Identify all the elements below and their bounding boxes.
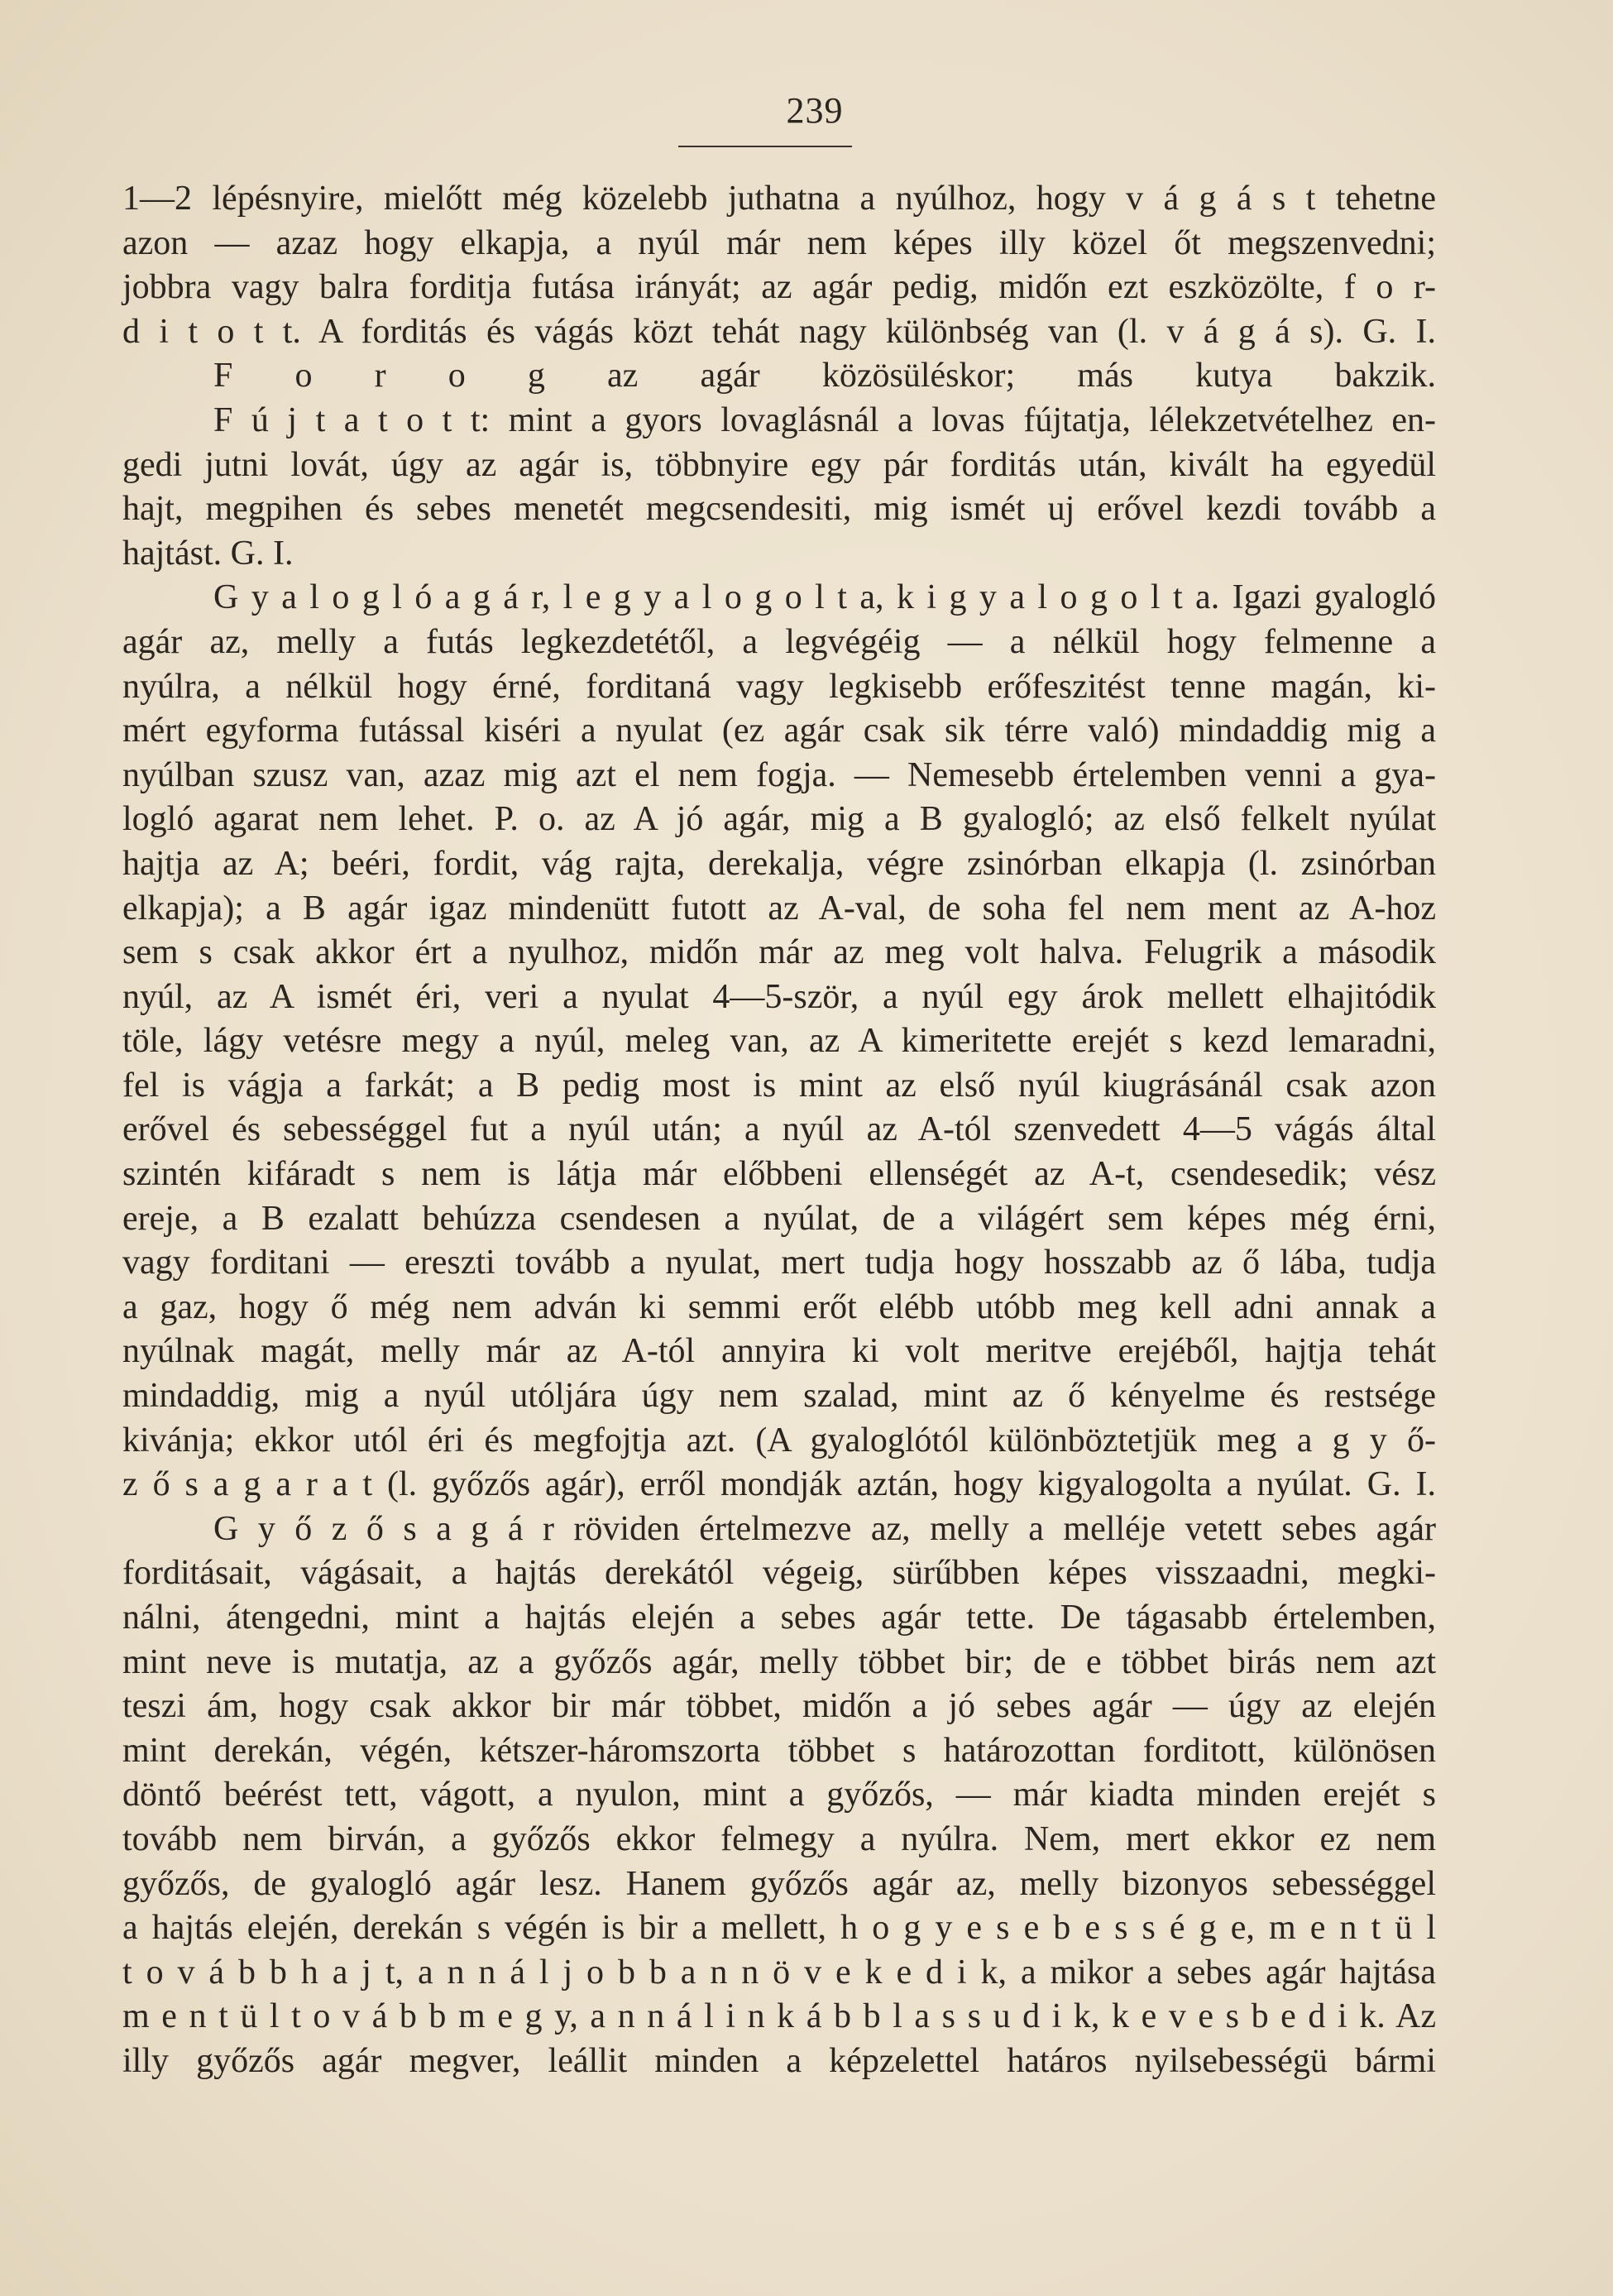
text-line: nyúlnak magát, melly már az A-tól annyira ki volt meritve erejéből, hajtja tehát [122, 1332, 1436, 1371]
text-line: gedi jutni lovát, úgy az agár is, többnyire egy pár forditás után, kivált ha egyedül [122, 445, 1436, 484]
text-line: logló agarat nem lehet. P. o. az A jó agár, mig a B gyalogló; az első felkelt nyúlat [122, 800, 1436, 839]
text-line: erővel és sebességgel fut a nyúl után; a nyúl az A-tól szenvedett 4—5 vágás által [122, 1110, 1436, 1149]
text-line: G y a l o g l ó a g á r, l e g y a l o g o l t a, k i g y a l o g o l t a. Igazi gyalogló [213, 578, 1436, 617]
text-line: tovább nem birván, a győzős ekkor felmegy a nyúlra. Nem, mert ekkor ez nem [122, 1819, 1436, 1858]
text-line: elkapja); a B agár igaz mindenütt futott az A-val, de soha fel nem ment az A-hoz [122, 889, 1436, 928]
text-line: jobbra vagy balra forditja futása irányát; az agár pedig, midőn ezt eszközölte, f o r- [122, 268, 1436, 307]
text-line: agár az, melly a futás legkezdetétől, a legvégéig — a nélkül hogy felmenne a [122, 622, 1436, 661]
text-line: sem s csak akkor ért a nyulhoz, midőn már az meg volt halva. Felugrik a második [122, 933, 1436, 972]
text-line: t o v á b b h a j t, a n n á l j o b b a n n ö v e k e d i k, a mikor a sebes agár hajtása [122, 1953, 1436, 1992]
text-line: hajtást. G. I. [122, 534, 294, 573]
text-line: ereje, a B ezalatt behúzza csendesen a nyúlat, de a világért sem képes még érni, [122, 1199, 1436, 1238]
page-number-rule [678, 146, 852, 147]
text-line: z ő s a g a r a t (l. győzős agár), erről mondják aztán, hogy kigyalogolta a nyúlat. G. I. [122, 1465, 1436, 1504]
text-line: a gaz, hogy ő még nem adván ki semmi erőt elébb utóbb meg kell adni annak a [122, 1287, 1436, 1326]
text-line: G y ő z ő s a g á r röviden értelmezve az, melly a melléje vetett sebes agár [213, 1509, 1436, 1548]
text-line: hajtja az A; beéri, fordit, vág rajta, derekalja, végre zsinórban elkapja (l. zsinórban [122, 844, 1436, 883]
text-line: szintén kifáradt s nem is látja már előbbeni ellenségét az A-t, csendesedik; vész [122, 1155, 1436, 1194]
text-line: d i t o t t. A forditás és vágás közt tehát nagy különbség van (l. v á g á s). G. I. [122, 312, 1436, 351]
text-line: m e n t ü l t o v á b b m e g y, a n n á l i n k á b b l a s s u d i k, k e v e s b e d i k. Az [122, 1997, 1436, 2036]
text-line: 1—2 lépésnyire, mielőtt még közelebb juthatna a nyúlhoz, hogy v á g á s t tehetne [122, 180, 1436, 218]
text-line: hajt, megpihen és sebes menetét megcsendesiti, mig ismét uj erővel kezdi tovább a [122, 490, 1436, 529]
text-line: nálni, átengedni, mint a hajtás elején a sebes agár tette. De tágasabb értelemben, [122, 1599, 1436, 1637]
text-line: F ú j t a t o t t: mint a gyors lovaglásnál a lovas fújtatja, lélekzetvételhez en- [213, 400, 1436, 439]
text-line: forditásait, vágásait, a hajtás derekától végeig, sürűbben képes visszaadni, megki- [122, 1554, 1436, 1593]
text-line: a hajtás elején, derekán s végén is bir a mellett, h o g y e s e b e s s é g e, m e n t ü l [122, 1909, 1436, 1948]
text-line: töle, lágy vetésre megy a nyúl, meleg van, az A kimeritette erejét s kezd lemaradni, [122, 1022, 1436, 1061]
text-line: illy győzős agár megver, leállit minden a képzelettel határos nyilsebességü bármi [122, 2041, 1436, 2080]
text-line: döntő beérést tett, vágott, a nyulon, mint a győzős, — már kiadta minden erejét s [122, 1776, 1436, 1814]
text-line: mint derekán, végén, kétszer-háromszorta többet s határozottan forditott, különösen [122, 1731, 1436, 1770]
text-line: teszi ám, hogy csak akkor bir már többet, midőn a jó sebes agár — úgy az elején [122, 1687, 1436, 1726]
text-line: nyúlra, a nélkül hogy érné, forditaná vagy legkisebb erőfeszitést tenne magán, ki- [122, 667, 1436, 706]
text-line: azon — azaz hogy elkapja, a nyúl már nem képes illy közel őt megszenvedni; [122, 223, 1436, 262]
page-number: 239 [786, 90, 844, 131]
text-line: nyúl, az A ismét éri, veri a nyulat 4—5-ször, a nyúl egy árok mellett elhajitódik [122, 977, 1436, 1016]
text-line: nyúlban szusz van, azaz mig azt el nem fogja. — Nemesebb értelemben venni a gya- [122, 755, 1436, 794]
body-text [122, 177, 1436, 2084]
text-line: kivánja; ekkor utól éri és megfojtja azt. (A gyaloglótól különböztetjük meg a g y ő- [122, 1421, 1436, 1460]
text-line: mint neve is mutatja, az a győzős agár, melly többet bir; de e többet birás nem azt [122, 1642, 1436, 1681]
text-line: mindaddig, mig a nyúl utóljára úgy nem szalad, mint az ő kényelme és restsége [122, 1377, 1436, 1416]
text-line: győzős, de gyalogló agár lesz. Hanem győzős agár az, melly bizonyos sebességgel [122, 1864, 1436, 1903]
text-line: mért egyforma futással kiséri a nyulat (ez agár csak sik térre való) mindaddig mig a [122, 712, 1436, 750]
text-line: fel is vágja a farkát; a B pedig most is mint az első nyúl kiugrásánál csak azon [122, 1066, 1436, 1105]
text-line: F o r o g az agár közösüléskor; más kutya bakzik. [213, 357, 1436, 395]
text-line: vagy forditani — ereszti tovább a nyulat, mert tudja hogy hosszabb az ő lába, tudja [122, 1244, 1436, 1282]
